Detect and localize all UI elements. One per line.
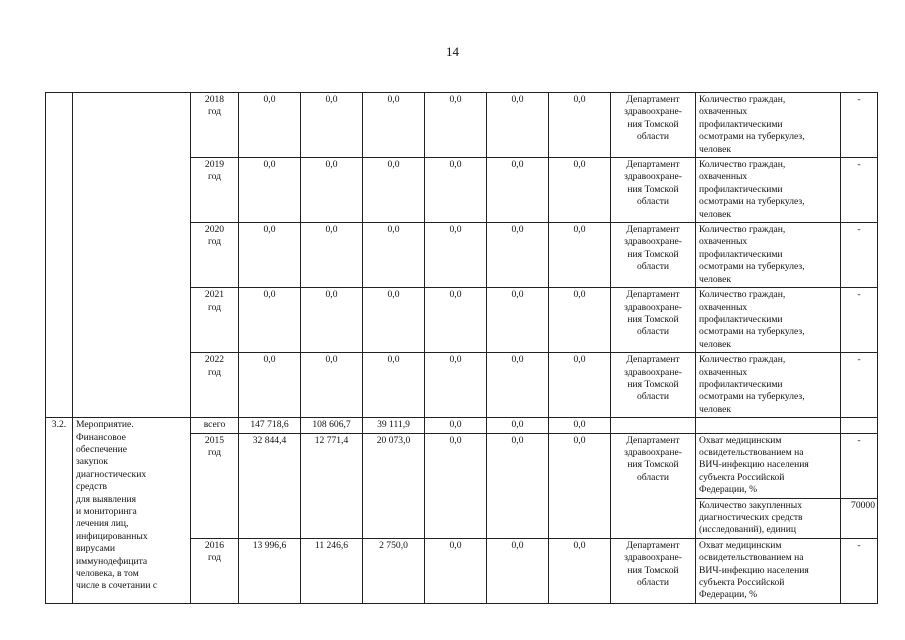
amount-cell: 0,0	[549, 538, 611, 603]
department-line: здравоохране-	[624, 552, 682, 564]
amount-cell: 0,0	[487, 158, 549, 223]
amount-cell: 0,0	[487, 353, 549, 418]
amount-cell: 147 718,6	[239, 418, 301, 433]
indicator-value-cell: 70000	[841, 498, 878, 538]
indicator-cell	[696, 433, 841, 498]
event-name-line: Мероприятие.	[76, 419, 134, 431]
amount-cell: 0,0	[425, 538, 487, 603]
department-cell	[611, 158, 696, 223]
event-name-line: обеспечение	[76, 443, 128, 455]
department-line: здравоохране-	[624, 171, 682, 183]
department-cell	[611, 538, 696, 603]
amount-cell: 0,0	[549, 158, 611, 223]
amount-cell: 0,0	[425, 418, 487, 433]
year-cell	[191, 418, 239, 433]
department-line: области	[636, 261, 670, 273]
department-cell	[611, 433, 696, 538]
year-line: всего	[203, 419, 226, 431]
amount-cell: 0,0	[363, 288, 425, 353]
amount-cell: 0,0	[549, 418, 611, 433]
budget-table	[45, 92, 878, 604]
amount-cell: 32 844,4	[239, 433, 301, 538]
event-name-line: лечения лиц,	[76, 518, 129, 530]
indicator-line: человек	[699, 208, 732, 220]
indicator-line: Количество закупленных	[699, 499, 803, 511]
amount-cell: 0,0	[549, 223, 611, 288]
amount-cell: 0,0	[425, 158, 487, 223]
amount-cell: 0,0	[487, 538, 549, 603]
event-name-line: вирусами	[76, 543, 115, 555]
year-cell	[191, 433, 239, 538]
year-cell	[191, 223, 239, 288]
indicator-line: Количество граждан,	[699, 289, 786, 301]
indicator-line: субъекта Российской	[699, 471, 785, 483]
indicator-line: профилактическими	[699, 378, 783, 390]
indicator-line: осмотрами на туберкулез,	[699, 196, 805, 208]
amount-cell: 0,0	[487, 418, 549, 433]
indicator-line: субъекта Российской	[699, 577, 785, 589]
department-line: ния Томской	[627, 378, 679, 390]
department-line: здравоохране-	[624, 446, 682, 458]
indicator-cell	[696, 418, 841, 433]
department-line: ния Томской	[627, 564, 679, 576]
amount-cell: 0,0	[425, 288, 487, 353]
table-row	[46, 418, 878, 433]
year-line: 2022	[204, 354, 225, 366]
indicator-cell	[696, 223, 841, 288]
amount-cell: 108 606,7	[301, 418, 363, 433]
indicator-line: осмотрами на туберкулез,	[699, 131, 805, 143]
amount-cell: 0,0	[363, 353, 425, 418]
amount-cell: 0,0	[425, 93, 487, 158]
department-line: области	[636, 471, 670, 483]
event-name-line: и мониторинга	[76, 506, 137, 517]
indicator-line: профилактическими	[699, 248, 783, 260]
amount-cell: 11 246,6	[301, 538, 363, 603]
indicator-value-cell: -	[841, 158, 878, 223]
amount-cell: 13 996,6	[239, 538, 301, 603]
department-cell	[611, 353, 696, 418]
year-line: год	[207, 171, 222, 183]
department-line: здравоохране-	[624, 301, 682, 313]
indicator-value-cell: -	[841, 93, 878, 158]
year-line: 2021	[204, 289, 225, 301]
amount-cell: 0,0	[487, 288, 549, 353]
department-line: Департамент	[626, 354, 680, 366]
indicator-line: человек	[699, 143, 732, 155]
amount-cell: 0,0	[301, 288, 363, 353]
indicator-cell	[696, 353, 841, 418]
amount-cell: 0,0	[549, 433, 611, 538]
page-number: 14	[446, 44, 459, 59]
indicator-line: Количество граждан,	[699, 94, 786, 105]
item-number-cell	[46, 93, 73, 418]
year-cell	[191, 353, 239, 418]
indicator-line: Федерации, %	[699, 589, 758, 601]
indicator-line: Количество граждан,	[699, 354, 786, 366]
year-line: год	[207, 552, 222, 564]
department-line: ния Томской	[627, 118, 679, 130]
event-name-line: числе в сочетании с	[76, 580, 158, 592]
event-name-line: иммунодефицита	[76, 555, 148, 567]
department-line: Департамент	[626, 159, 680, 171]
event-name-line: для выявления	[76, 493, 136, 505]
indicator-cell	[696, 158, 841, 223]
department-line: области	[636, 391, 670, 403]
indicator-line: осмотрами на туберкулез,	[699, 326, 805, 338]
year-line: год	[207, 446, 222, 458]
indicator-value-cell: -	[841, 288, 878, 353]
department-cell	[611, 223, 696, 288]
amount-cell: 0,0	[425, 353, 487, 418]
indicator-value-cell	[841, 418, 878, 433]
event-name-line: Финансовое	[76, 431, 126, 443]
department-line: здравоохране-	[624, 106, 682, 118]
indicator-line: ВИЧ-инфекцию населения	[699, 564, 809, 576]
amount-cell: 0,0	[239, 288, 301, 353]
indicator-value-cell: -	[841, 433, 878, 498]
indicator-line: осмотрами на туберкулез,	[699, 261, 805, 273]
indicator-value-cell: -	[841, 538, 878, 603]
event-name-cell	[73, 93, 191, 418]
indicator-line: освидетельствованием на	[699, 446, 804, 458]
indicator-cell	[696, 498, 841, 538]
indicator-line: Охват медицинским	[699, 434, 782, 446]
year-line: 2015	[204, 434, 225, 446]
department-line: ния Томской	[627, 313, 679, 325]
indicator-value-cell: -	[841, 223, 878, 288]
indicator-line: профилактическими	[699, 313, 783, 325]
year-line: 2016	[204, 539, 225, 551]
indicator-line: Количество граждан,	[699, 224, 786, 236]
year-line: год	[207, 236, 222, 248]
event-name-line: инфицированных	[76, 530, 148, 542]
event-name-line: человека, в том	[76, 568, 139, 580]
department-line: области	[636, 326, 670, 338]
year-cell	[191, 93, 239, 158]
amount-cell: 0,0	[487, 93, 549, 158]
event-name-line: диагностических	[76, 468, 147, 480]
indicator-cell	[696, 288, 841, 353]
department-line: Департамент	[626, 434, 680, 446]
year-cell	[191, 288, 239, 353]
amount-cell: 0,0	[549, 288, 611, 353]
amount-cell: 0,0	[549, 353, 611, 418]
department-cell	[611, 418, 696, 433]
department-line: Департамент	[626, 224, 680, 236]
indicator-line: (исследований), единиц	[699, 524, 797, 536]
amount-cell: 0,0	[363, 93, 425, 158]
year-line: 2020	[204, 224, 225, 236]
indicator-line: Количество граждан,	[699, 159, 786, 171]
table-body	[46, 93, 878, 604]
indicator-line: охваченных	[699, 171, 748, 183]
department-line: области	[636, 131, 670, 143]
department-line: здравоохране-	[624, 236, 682, 248]
department-line: области	[636, 196, 670, 208]
indicator-line: Охват медицинским	[699, 539, 782, 551]
department-line: ния Томской	[627, 248, 679, 260]
year-line: год	[207, 366, 222, 378]
indicator-line: человек	[699, 338, 732, 350]
year-cell	[191, 158, 239, 223]
amount-cell: 20 073,0	[363, 433, 425, 538]
amount-cell: 0,0	[301, 158, 363, 223]
item-number-cell: 3.2.	[46, 418, 73, 604]
indicator-line: профилактическими	[699, 118, 783, 130]
year-line: год	[207, 301, 222, 313]
amount-cell: 0,0	[301, 223, 363, 288]
amount-cell: 0,0	[425, 223, 487, 288]
indicator-line: человек	[699, 403, 732, 415]
indicator-line: охваченных	[699, 236, 748, 248]
indicator-cell	[696, 538, 841, 603]
indicator-line: охваченных	[699, 301, 748, 313]
department-line: здравоохране-	[624, 366, 682, 378]
indicator-value-cell: -	[841, 353, 878, 418]
amount-cell: 0,0	[487, 223, 549, 288]
amount-cell: 0,0	[363, 158, 425, 223]
indicator-line: профилактическими	[699, 183, 783, 195]
amount-cell: 2 750,0	[363, 538, 425, 603]
amount-cell: 0,0	[239, 353, 301, 418]
department-line: Департамент	[626, 539, 680, 551]
amount-cell: 39 111,9	[363, 418, 425, 433]
indicator-cell	[696, 93, 841, 158]
indicator-line: ВИЧ-инфекцию населения	[699, 459, 809, 471]
amount-cell: 0,0	[301, 353, 363, 418]
department-line: ния Томской	[627, 183, 679, 195]
event-name-line: закупок	[76, 456, 108, 468]
year-cell	[191, 538, 239, 603]
department-cell	[611, 288, 696, 353]
event-name-line: средств	[76, 481, 108, 493]
amount-cell: 0,0	[301, 93, 363, 158]
amount-cell: 12 771,4	[301, 433, 363, 538]
department-line: ния Томской	[627, 459, 679, 471]
amount-cell: 0,0	[239, 93, 301, 158]
event-name-cell	[73, 418, 191, 604]
amount-cell: 0,0	[239, 158, 301, 223]
amount-cell: 0,0	[549, 93, 611, 158]
year-line: 2018	[204, 94, 225, 105]
department-line: Департамент	[626, 289, 680, 301]
year-line: год	[207, 106, 222, 118]
amount-cell: 0,0	[363, 223, 425, 288]
department-cell	[611, 93, 696, 158]
amount-cell: 0,0	[425, 433, 487, 538]
department-line: области	[636, 577, 670, 589]
indicator-line: освидетельствованием на	[699, 552, 804, 564]
year-line: 2019	[204, 159, 225, 171]
indicator-line: охваченных	[699, 106, 748, 118]
amount-cell: 0,0	[487, 433, 549, 538]
indicator-line: диагностических средств	[699, 512, 803, 523]
table-row	[46, 93, 878, 158]
department-line: Департамент	[626, 94, 680, 105]
indicator-line: человек	[699, 273, 732, 285]
amount-cell: 0,0	[239, 223, 301, 288]
indicator-line: Федерации, %	[699, 484, 758, 496]
indicator-line: осмотрами на туберкулез,	[699, 391, 805, 403]
indicator-line: охваченных	[699, 366, 748, 378]
